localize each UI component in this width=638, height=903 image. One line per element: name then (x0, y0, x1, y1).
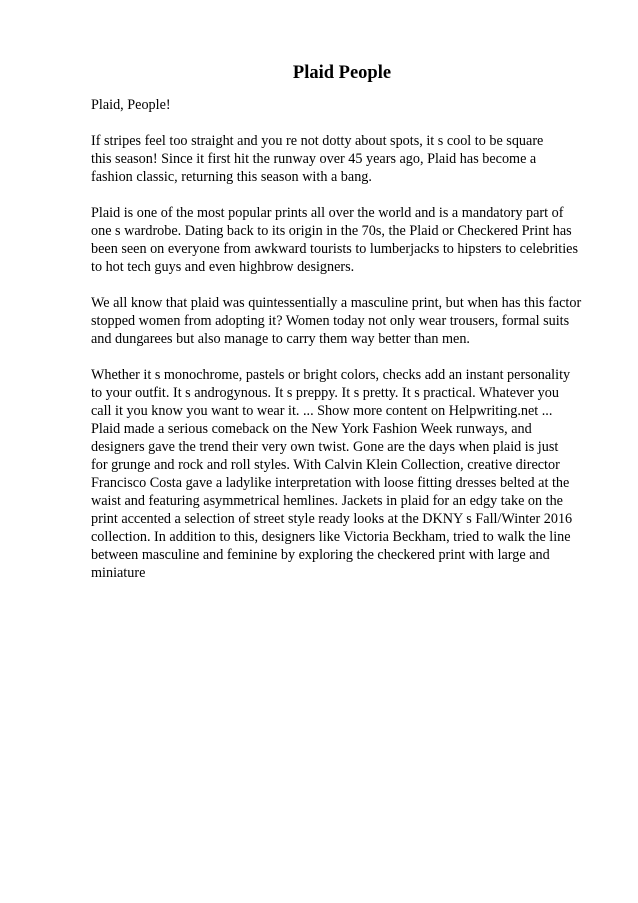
text-line: Plaid made a serious comeback on the New York Fashion Week runways, and (91, 421, 532, 437)
text-line: for grunge and rock and roll styles. With Calvin Klein Collection, creative director (91, 457, 560, 473)
text-line: Plaid is one of the most popular prints all over the world and is a mandatory part of (91, 205, 564, 221)
text-line: Plaid, People! (91, 97, 171, 113)
text-line: waist and featuring asymmetrical hemlines. Jackets in plaid for an edgy take on the (91, 493, 563, 509)
text-line: call it you know you want to wear it. ... Show more content on Helpwriting.net ... (91, 403, 553, 419)
document-body (91, 96, 631, 600)
text-line: Francisco Costa gave a ladylike interpretation with loose fitting dresses belted at the (91, 475, 570, 491)
text-line: between masculine and feminine by exploring the checkered print with large and (91, 547, 550, 563)
text-line: Whether it s monochrome, pastels or bright colors, checks add an instant personality (91, 367, 571, 383)
paragraph (91, 366, 631, 582)
paragraph-intro (91, 96, 631, 114)
text-line: to hot tech guys and even highbrow designers. (91, 259, 355, 275)
text-line: collection. In addition to this, designers like Victoria Beckham, tried to walk the line (91, 529, 571, 545)
text-line: one s wardrobe. Dating back to its origin in the 70s, the Plaid or Checkered Print has (91, 223, 572, 239)
paragraph (91, 132, 631, 186)
text-line: print accented a selection of street style ready looks at the DKNY s Fall/Winter 2016 (91, 511, 573, 527)
text-line: this season! Since it first hit the runway over 45 years ago, Plaid has become a (91, 151, 537, 167)
text-line: stopped women from adopting it? Women today not only wear trousers, formal suits (91, 313, 570, 329)
text-line: fashion classic, returning this season with a bang. (91, 169, 372, 185)
paragraph (91, 204, 631, 276)
text-line: We all know that plaid was quintessentially a masculine print, but when has this factor (91, 295, 582, 311)
text-line: been seen on everyone from awkward tourists to lumberjacks to hipsters to celebrities (91, 241, 578, 257)
document-title: Plaid People (292, 63, 392, 83)
text-line: and dungarees but also manage to carry them way better than men. (91, 331, 470, 347)
text-line: If stripes feel too straight and you re not dotty about spots, it s cool to be square (91, 133, 544, 149)
text-line: miniature (91, 565, 146, 581)
paragraph (91, 294, 631, 348)
text-line: designers gave the trend their very own twist. Gone are the days when plaid is just (91, 439, 559, 455)
text-line: to your outfit. It s androgynous. It s preppy. It s pretty. It s practical. Whatever you (91, 385, 559, 401)
